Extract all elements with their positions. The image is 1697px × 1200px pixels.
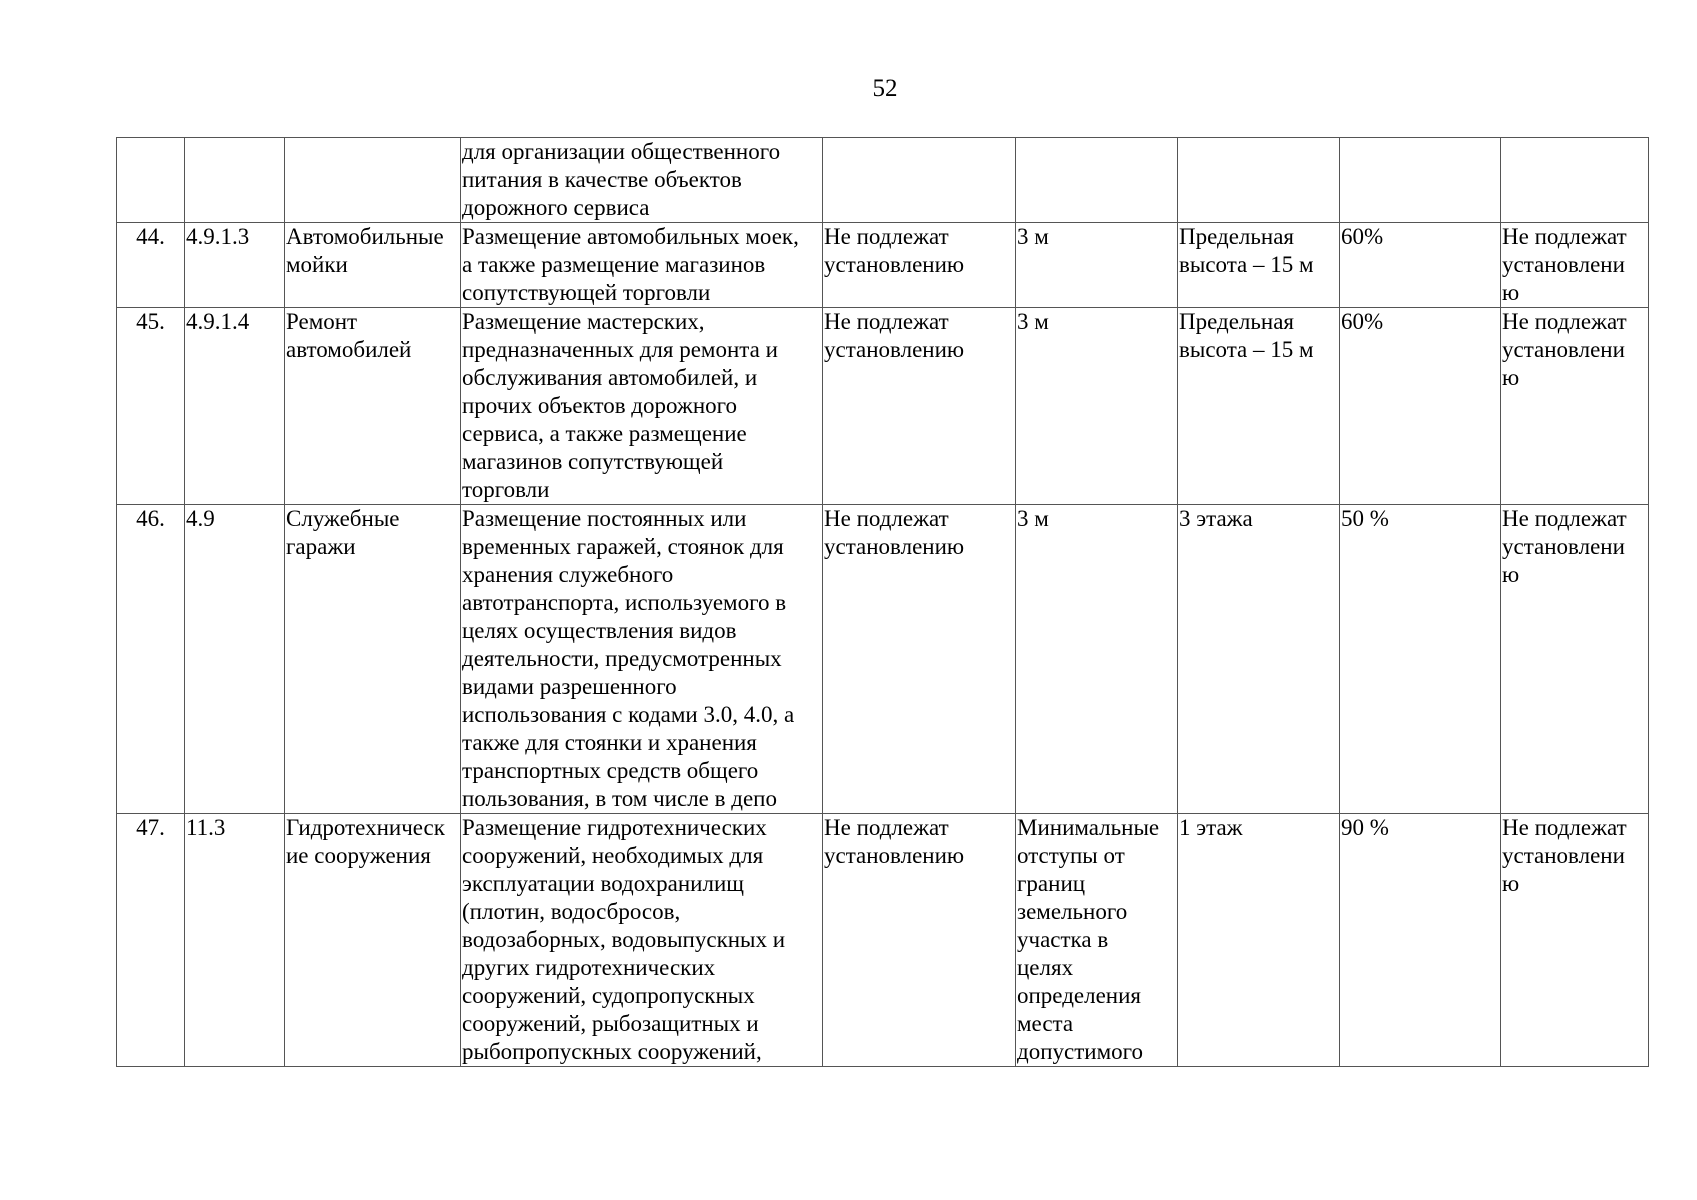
min-setback-line: места: [1017, 1011, 1074, 1036]
max-height-cell: [1178, 814, 1340, 1067]
use-name-cell: [285, 138, 461, 223]
min-setback-line: Минимальные: [1017, 815, 1160, 840]
use-name-line: ие сооружения: [286, 843, 431, 868]
use-description-cell: [461, 505, 823, 814]
max-height-cell: [1178, 308, 1340, 505]
use-description-line: прочих объектов дорожного: [462, 393, 737, 418]
min-setback-cell: [1016, 505, 1178, 814]
table-row: [117, 223, 1649, 308]
use-description-line: предназначенных для ремонта и: [462, 337, 778, 362]
other-limits-cell: [1501, 308, 1649, 505]
use-description-line: для организации общественного: [462, 139, 781, 164]
max-coverage-text: 60%: [1341, 309, 1384, 334]
max-height-line: высота – 15 м: [1179, 337, 1314, 362]
use-description-line: дорожного сервиса: [462, 195, 650, 220]
use-code-text: 4.9.1.4: [186, 309, 250, 334]
table-body: [117, 138, 1649, 1067]
use-description-line: сооружений, необходимых для: [462, 843, 764, 868]
row-number-text: 46.: [136, 506, 165, 531]
use-description-line: транспортных средств общего: [462, 758, 759, 783]
use-code-cell: [185, 308, 285, 505]
use-description-cell: [461, 814, 823, 1067]
use-name-line: Гидротехническ: [286, 815, 445, 840]
use-description-line: Размещение гидротехнических: [462, 815, 767, 840]
other-limits-cell: [1501, 223, 1649, 308]
other-limits-cell: [1501, 138, 1649, 223]
use-description-line: (плотин, водосбросов,: [462, 899, 681, 924]
max-height-line: 3 этажа: [1179, 506, 1253, 531]
use-description-line: также для стоянки и хранения: [462, 730, 757, 755]
table-row: [117, 505, 1649, 814]
use-description-line: использования с кодами 3.0, 4.0, а: [462, 702, 795, 727]
other-limits-line: установлени: [1502, 337, 1625, 362]
use-description-line: Размещение мастерских,: [462, 309, 705, 334]
table-row: [117, 308, 1649, 505]
min-setback-line: отступы от: [1017, 843, 1125, 868]
use-description-line: сооружений, рыбозащитных и: [462, 1011, 759, 1036]
page-number: 52: [872, 75, 898, 102]
max-coverage-cell: [1340, 505, 1501, 814]
use-code-text: 11.3: [186, 815, 226, 840]
row-number-text: 47.: [136, 815, 165, 840]
max-coverage-text: 60%: [1341, 224, 1384, 249]
max-coverage-cell: [1340, 814, 1501, 1067]
max-height-line: высота – 15 м: [1179, 252, 1314, 277]
max-height-line: Предельная: [1179, 224, 1294, 249]
min-setback-line: участка в: [1017, 927, 1109, 952]
use-code-cell: [185, 138, 285, 223]
use-description-line: деятельности, предусмотренных: [462, 646, 782, 671]
max-coverage-cell: [1340, 223, 1501, 308]
use-name-line: Служебные: [286, 506, 400, 531]
use-description-line: других гидротехнических: [462, 955, 716, 980]
min-setback-line: целях: [1017, 955, 1074, 980]
min-setback-cell: [1016, 814, 1178, 1067]
regulations-table: [116, 137, 1649, 1067]
use-description-line: сервиса, а также размещение: [462, 421, 747, 446]
min-setback-line: границ: [1017, 871, 1086, 896]
use-name-cell: [285, 308, 461, 505]
use-description-line: питания в качестве объектов: [462, 167, 742, 192]
max-height-line: Предельная: [1179, 309, 1294, 334]
other-limits-line: Не подлежат: [1502, 309, 1627, 334]
use-description-line: целях осуществления видов: [462, 618, 737, 643]
row-number-cell: [117, 505, 185, 814]
plot-size-limits-cell: [823, 505, 1016, 814]
other-limits-line: Не подлежат: [1502, 815, 1627, 840]
other-limits-cell: [1501, 505, 1649, 814]
other-limits-line: установлени: [1502, 843, 1625, 868]
use-code-text: 4.9.1.3: [186, 224, 250, 249]
min-setback-cell: [1016, 223, 1178, 308]
table-row: [117, 138, 1649, 223]
min-setback-line: земельного: [1017, 899, 1128, 924]
use-code-cell: [185, 223, 285, 308]
use-description-line: рыбопропускных сооружений,: [462, 1039, 762, 1064]
max-height-cell: [1178, 223, 1340, 308]
row-number-cell: [117, 138, 185, 223]
row-number-text: 44.: [136, 224, 165, 249]
max-coverage-cell: [1340, 138, 1501, 223]
max-height-cell: [1178, 138, 1340, 223]
other-limits-line: Не подлежат: [1502, 224, 1627, 249]
use-description-line: сооружений, судопропускных: [462, 983, 755, 1008]
max-coverage-text: 50 %: [1341, 506, 1389, 531]
plot-size-limits-line: Не подлежат: [824, 224, 949, 249]
use-description-line: магазинов сопутствующей: [462, 449, 724, 474]
row-number-cell: [117, 223, 185, 308]
max-height-cell: [1178, 505, 1340, 814]
use-name-line: мойки: [286, 252, 348, 277]
use-name-cell: [285, 223, 461, 308]
use-name-line: Автомобильные: [286, 224, 444, 249]
use-description-line: торговли: [462, 477, 550, 502]
min-setback-cell: [1016, 308, 1178, 505]
plot-size-limits-line: Не подлежат: [824, 815, 949, 840]
use-name-line: автомобилей: [286, 337, 412, 362]
use-description-cell: [461, 308, 823, 505]
use-name-cell: [285, 814, 461, 1067]
max-coverage-text: 90 %: [1341, 815, 1389, 840]
other-limits-line: ю: [1502, 871, 1520, 896]
min-setback-cell: [1016, 138, 1178, 223]
plot-size-limits-line: Не подлежат: [824, 506, 949, 531]
min-setback-line: определения: [1017, 983, 1142, 1008]
use-description-line: пользования, в том числе в депо: [462, 786, 777, 811]
plot-size-limits-cell: [823, 223, 1016, 308]
min-setback-line: 3 м: [1017, 309, 1049, 334]
use-description-line: а также размещение магазинов: [462, 252, 766, 277]
use-description-line: водозаборных, водовыпускных и: [462, 927, 786, 952]
plot-size-limits-line: Не подлежат: [824, 309, 949, 334]
use-description-line: временных гаражей, стоянок для: [462, 534, 784, 559]
use-description-line: Размещение постоянных или: [462, 506, 747, 531]
other-limits-line: ю: [1502, 365, 1520, 390]
use-name-cell: [285, 505, 461, 814]
plot-size-limits-line: установлению: [824, 534, 965, 559]
use-code-cell: [185, 814, 285, 1067]
plot-size-limits-line: установлению: [824, 843, 965, 868]
min-setback-line: допустимого: [1017, 1039, 1143, 1064]
use-name-line: Ремонт: [286, 309, 358, 334]
plot-size-limits-line: установлению: [824, 252, 965, 277]
row-number-cell: [117, 814, 185, 1067]
use-description-line: сопутствующей торговли: [462, 280, 711, 305]
use-description-cell: [461, 138, 823, 223]
use-description-line: автотранспорта, используемого в: [462, 590, 787, 615]
row-number-text: 45.: [136, 309, 165, 334]
other-limits-cell: [1501, 814, 1649, 1067]
plot-size-limits-line: установлению: [824, 337, 965, 362]
min-setback-line: 3 м: [1017, 224, 1049, 249]
other-limits-line: установлени: [1502, 534, 1625, 559]
other-limits-line: ю: [1502, 280, 1520, 305]
plot-size-limits-cell: [823, 814, 1016, 1067]
other-limits-line: Не подлежат: [1502, 506, 1627, 531]
use-description-line: видами разрешенного: [462, 674, 677, 699]
use-description-line: хранения служебного: [462, 562, 674, 587]
plot-size-limits-cell: [823, 138, 1016, 223]
max-coverage-cell: [1340, 308, 1501, 505]
use-name-line: гаражи: [286, 534, 356, 559]
use-description-line: Размещение автомобильных моек,: [462, 224, 799, 249]
use-description-line: эксплуатации водохранилищ: [462, 871, 744, 896]
table-row: [117, 814, 1649, 1067]
use-description-cell: [461, 223, 823, 308]
use-code-cell: [185, 505, 285, 814]
plot-size-limits-cell: [823, 308, 1016, 505]
row-number-cell: [117, 308, 185, 505]
max-height-line: 1 этаж: [1179, 815, 1243, 840]
use-description-line: обслуживания автомобилей, и: [462, 365, 758, 390]
other-limits-line: ю: [1502, 562, 1520, 587]
min-setback-line: 3 м: [1017, 506, 1049, 531]
other-limits-line: установлени: [1502, 252, 1625, 277]
use-code-text: 4.9: [186, 506, 215, 531]
